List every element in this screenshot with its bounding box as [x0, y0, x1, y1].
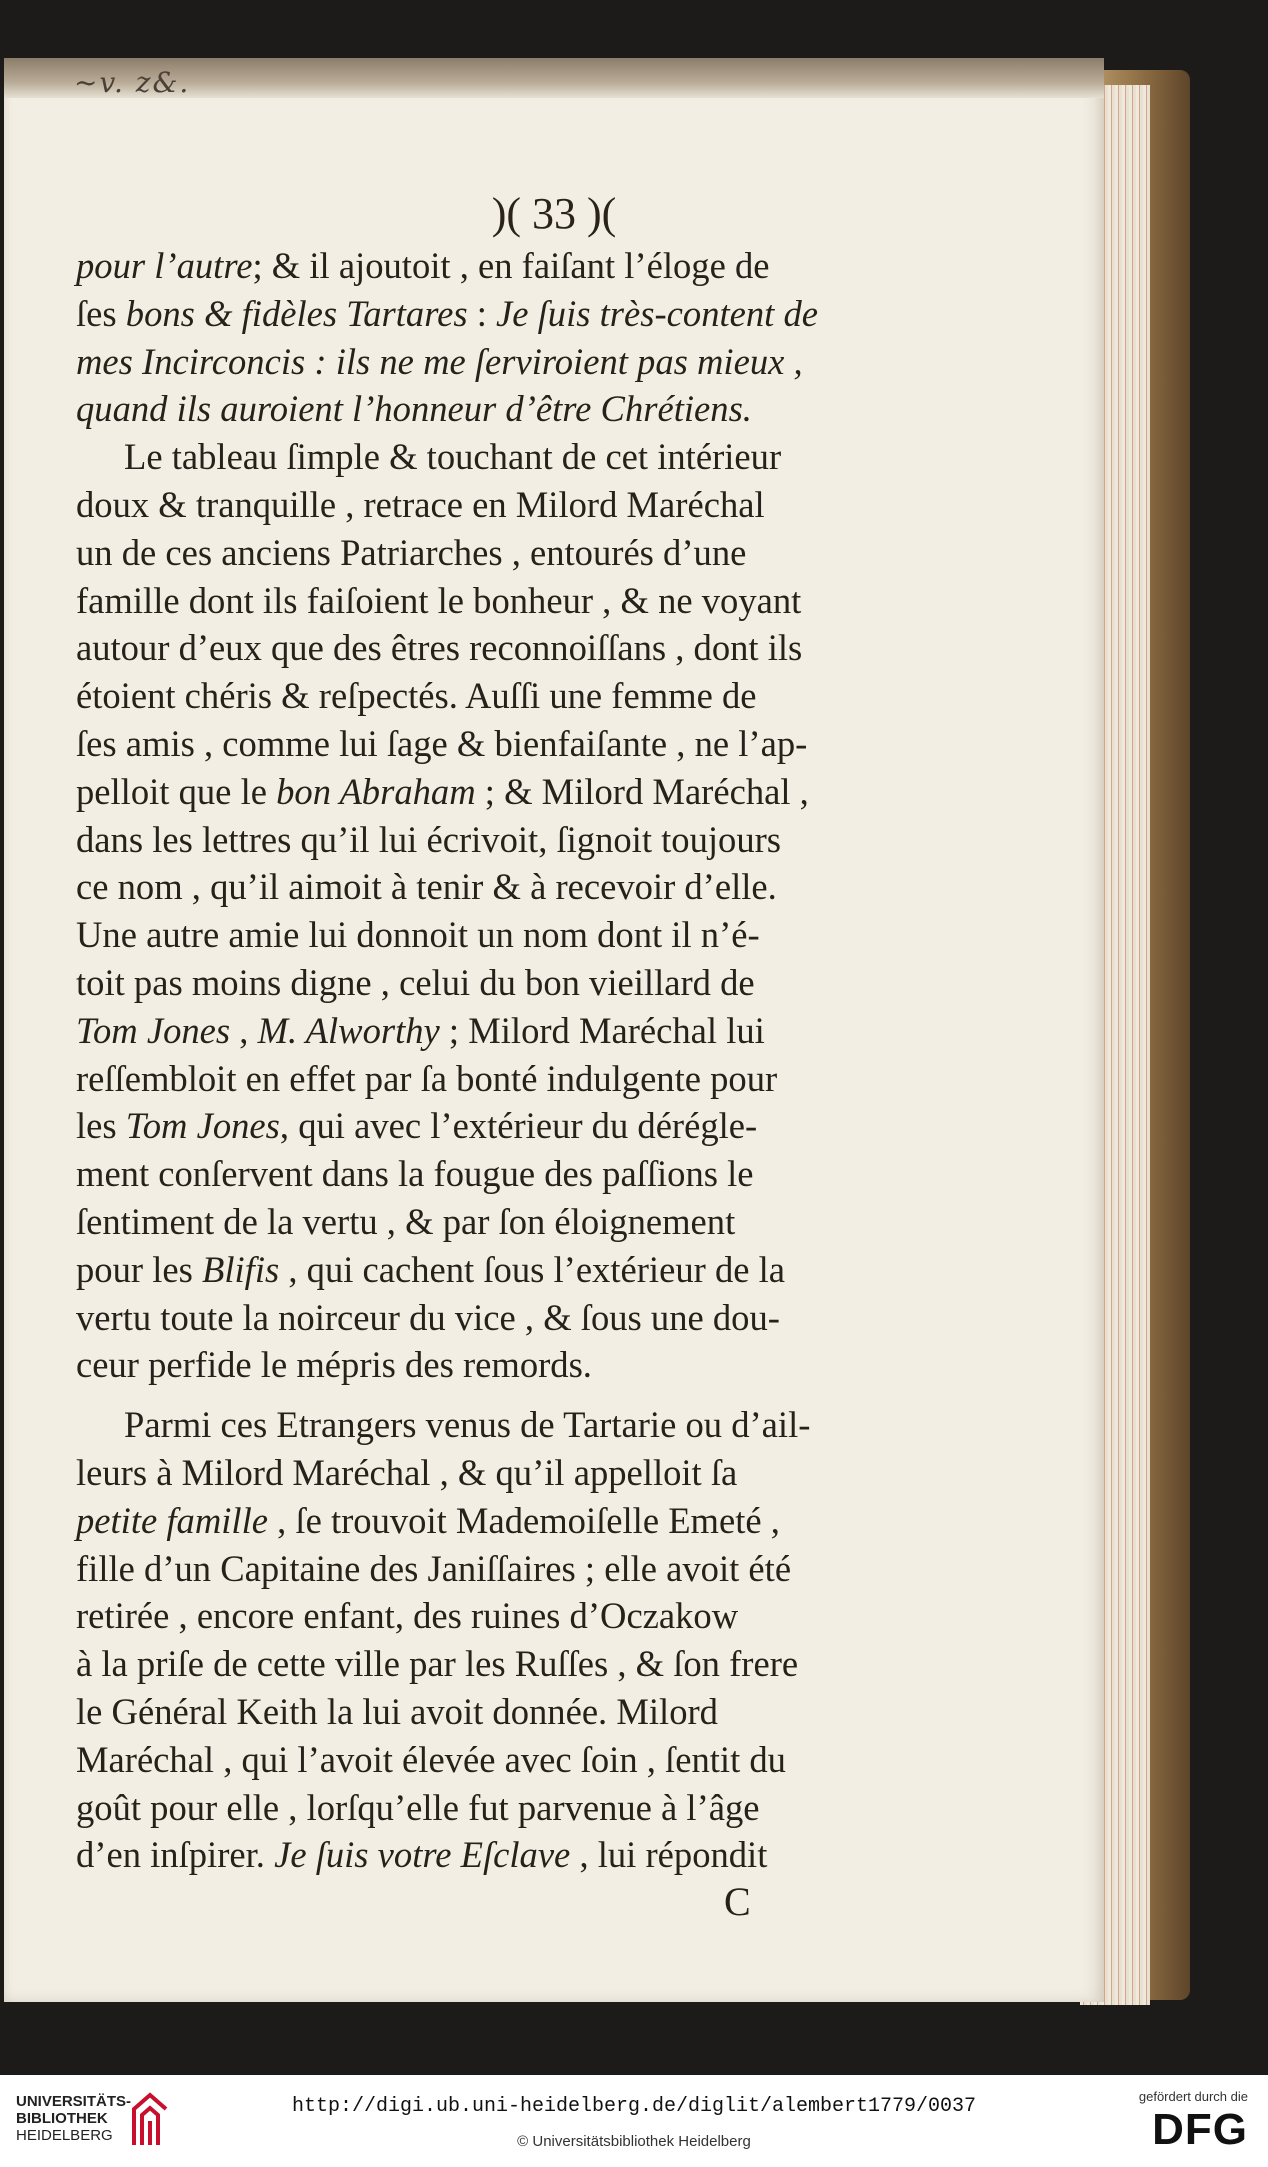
text-line — [76, 1341, 956, 1389]
italic-text: bons & fidèles Tartares — [125, 292, 468, 334]
text-segment: ceur perfide le mépris des remords. — [76, 1344, 592, 1386]
text-segment: les — [76, 1105, 126, 1147]
dfg-logo[interactable]: DFG — [1152, 2105, 1248, 2154]
text-segment: Le tableau ſimple & touchant de cet intérieur — [124, 436, 782, 478]
text-segment: ſes amis , comme lui ſage & bienfaiſante , ne l’ap- — [76, 722, 808, 764]
text-line — [76, 433, 956, 481]
text-segment: pelloit que le — [76, 770, 277, 812]
text-segment: pour les — [76, 1248, 202, 1290]
text-line — [76, 1102, 956, 1150]
text-line — [76, 1150, 956, 1198]
text-line — [76, 385, 956, 433]
funding-caption: gefördert durch die — [1138, 2089, 1248, 2104]
text-line — [76, 959, 956, 1007]
text-line — [76, 863, 956, 911]
text-segment: ce nom , qu’il aimoit à tenir & à recevoir d’elle. — [76, 866, 777, 908]
text-line — [76, 720, 956, 768]
text-segment: autour d’eux que des êtres reconnoiſſans , dont ils — [76, 627, 803, 669]
text-segment: ment conſervent dans la fougue des paſſions le — [76, 1153, 754, 1195]
text-segment: Maréchal , qui l’avoit élevée avec ſoin , ſentit du — [76, 1738, 786, 1780]
text-line — [76, 1784, 956, 1832]
text-segment: , — [230, 1009, 258, 1051]
text-segment: un de ces anciens Patriarches , entourés d’une — [76, 531, 747, 573]
text-segment: , qui cachent ſous l’extérieur de la — [279, 1248, 786, 1290]
text-segment: fille d’un Capitaine des Janiſſaires ; elle avoit été — [76, 1547, 792, 1589]
text-line — [76, 290, 956, 338]
text-segment: goût pour elle , lorſqu’elle fut parvenue à l’âge — [76, 1786, 760, 1828]
text-segment: vertu toute la noirceur du vice , & ſous une dou- — [76, 1296, 780, 1338]
italic-text: bon Abraham — [276, 770, 476, 812]
text-line — [76, 1401, 956, 1449]
italic-text: Je ſuis très-content de — [496, 292, 819, 334]
text-segment: retirée , encore enfant, des ruines d’Oczakow — [76, 1595, 739, 1637]
text-line — [76, 1688, 956, 1736]
text-line — [76, 624, 956, 672]
library-name-line: UNIVERSITÄTS- — [16, 2093, 132, 2110]
text-segment: ſentiment de la vertu , & par ſon éloignement — [76, 1200, 736, 1242]
text-line — [76, 768, 956, 816]
text-line — [76, 1246, 956, 1294]
text-segment: , qui avec l’extérieur du dérégle- — [279, 1105, 758, 1147]
italic-text: M. Alworthy — [257, 1009, 440, 1051]
text-segment: dans les lettres qu’il lui écrivoit, ſignoit toujours — [76, 818, 782, 860]
text-line — [76, 1545, 956, 1593]
text-segment: le Général Keith la lui avoit donnée. Milord — [76, 1690, 718, 1732]
library-name-line: BIBLIOTHEK — [16, 2110, 108, 2127]
text-segment: , ſe trouvoit Mademoiſelle Emeté , — [267, 1499, 780, 1541]
page-number-header: )( 33 )( — [491, 189, 617, 238]
viewer-footer — [0, 2075, 1268, 2167]
text-line — [76, 529, 956, 577]
text-line — [76, 338, 956, 386]
text-line — [76, 1640, 956, 1688]
text-segment: Une autre amie lui donnoit un nom dont il n’é- — [76, 914, 760, 956]
italic-text: quand ils auroient l’honneur d’être Chrétiens. — [76, 388, 752, 430]
text-line — [76, 1055, 956, 1103]
library-name-line: HEIDELBERG — [16, 2127, 113, 2144]
text-line — [76, 1497, 956, 1545]
text-segment: ; & il ajoutoit , en faiſant l’éloge de — [252, 245, 770, 286]
text-segment: d’en inſpirer. — [76, 1834, 275, 1876]
text-line — [76, 1007, 956, 1055]
permalink-url[interactable]: http://digi.ub.uni-heidelberg.de/diglit/alembert1779/0037 — [291, 2095, 977, 2118]
text-line — [76, 1736, 956, 1784]
handwritten-note: ~v. z&. — [74, 66, 191, 99]
text-line — [76, 577, 956, 625]
text-segment: à la priſe de cette ville par les Ruſſes , & ſon frere — [76, 1643, 799, 1685]
text-line — [76, 481, 956, 529]
italic-text: mes Incirconcis : ils ne me ſerviroient pas mieux , — [76, 340, 803, 382]
text-line — [76, 911, 956, 959]
text-segment: famille dont ils faiſoient le bonheur , & ne voyant — [76, 579, 802, 621]
text-segment: doux & tranquille , retrace en Milord Maréchal — [76, 483, 765, 525]
text-segment: leurs à Milord Maréchal , & qu’il appelloit ſa — [76, 1451, 738, 1493]
text-line — [76, 816, 956, 864]
italic-text: Blifis — [201, 1248, 280, 1290]
book-page — [4, 58, 1104, 2002]
text-line — [76, 672, 956, 720]
text-segment: étoient chéris & reſpectés. Auſſi une femme de — [76, 675, 757, 717]
text-segment: Parmi ces Etrangers venus de Tartarie ou d’ail- — [124, 1404, 811, 1446]
text-line — [76, 1294, 956, 1342]
italic-text: Tom Jones — [125, 1105, 280, 1147]
text-line — [76, 1831, 956, 1879]
text-segment: , lui répondit — [570, 1834, 768, 1876]
text-segment: : — [467, 292, 497, 334]
text-line — [76, 1449, 956, 1497]
text-line — [76, 242, 956, 290]
italic-text: Je ſuis votre Eſclave — [274, 1834, 571, 1876]
italic-text: pour l’autre — [76, 245, 253, 286]
italic-text: Tom Jones — [76, 1009, 231, 1051]
text-line — [76, 1592, 956, 1640]
copyright-notice: © Universitätsbibliothek Heidelberg — [517, 2133, 751, 2150]
text-segment: ſes — [76, 292, 126, 334]
italic-text: petite famille — [76, 1499, 268, 1541]
text-line — [76, 1198, 956, 1246]
signature-mark: C — [724, 1879, 751, 1924]
top-strip — [4, 58, 1104, 98]
text-segment: ; & Milord Maréchal , — [475, 770, 809, 812]
text-segment: reſſembloit en effet par ſa bonté indulgente pour — [76, 1057, 778, 1099]
body-text — [76, 242, 956, 1879]
text-segment: ; Milord Maréchal lui — [439, 1009, 765, 1051]
text-segment: toit pas moins digne , celui du bon vieillard de — [76, 961, 755, 1003]
